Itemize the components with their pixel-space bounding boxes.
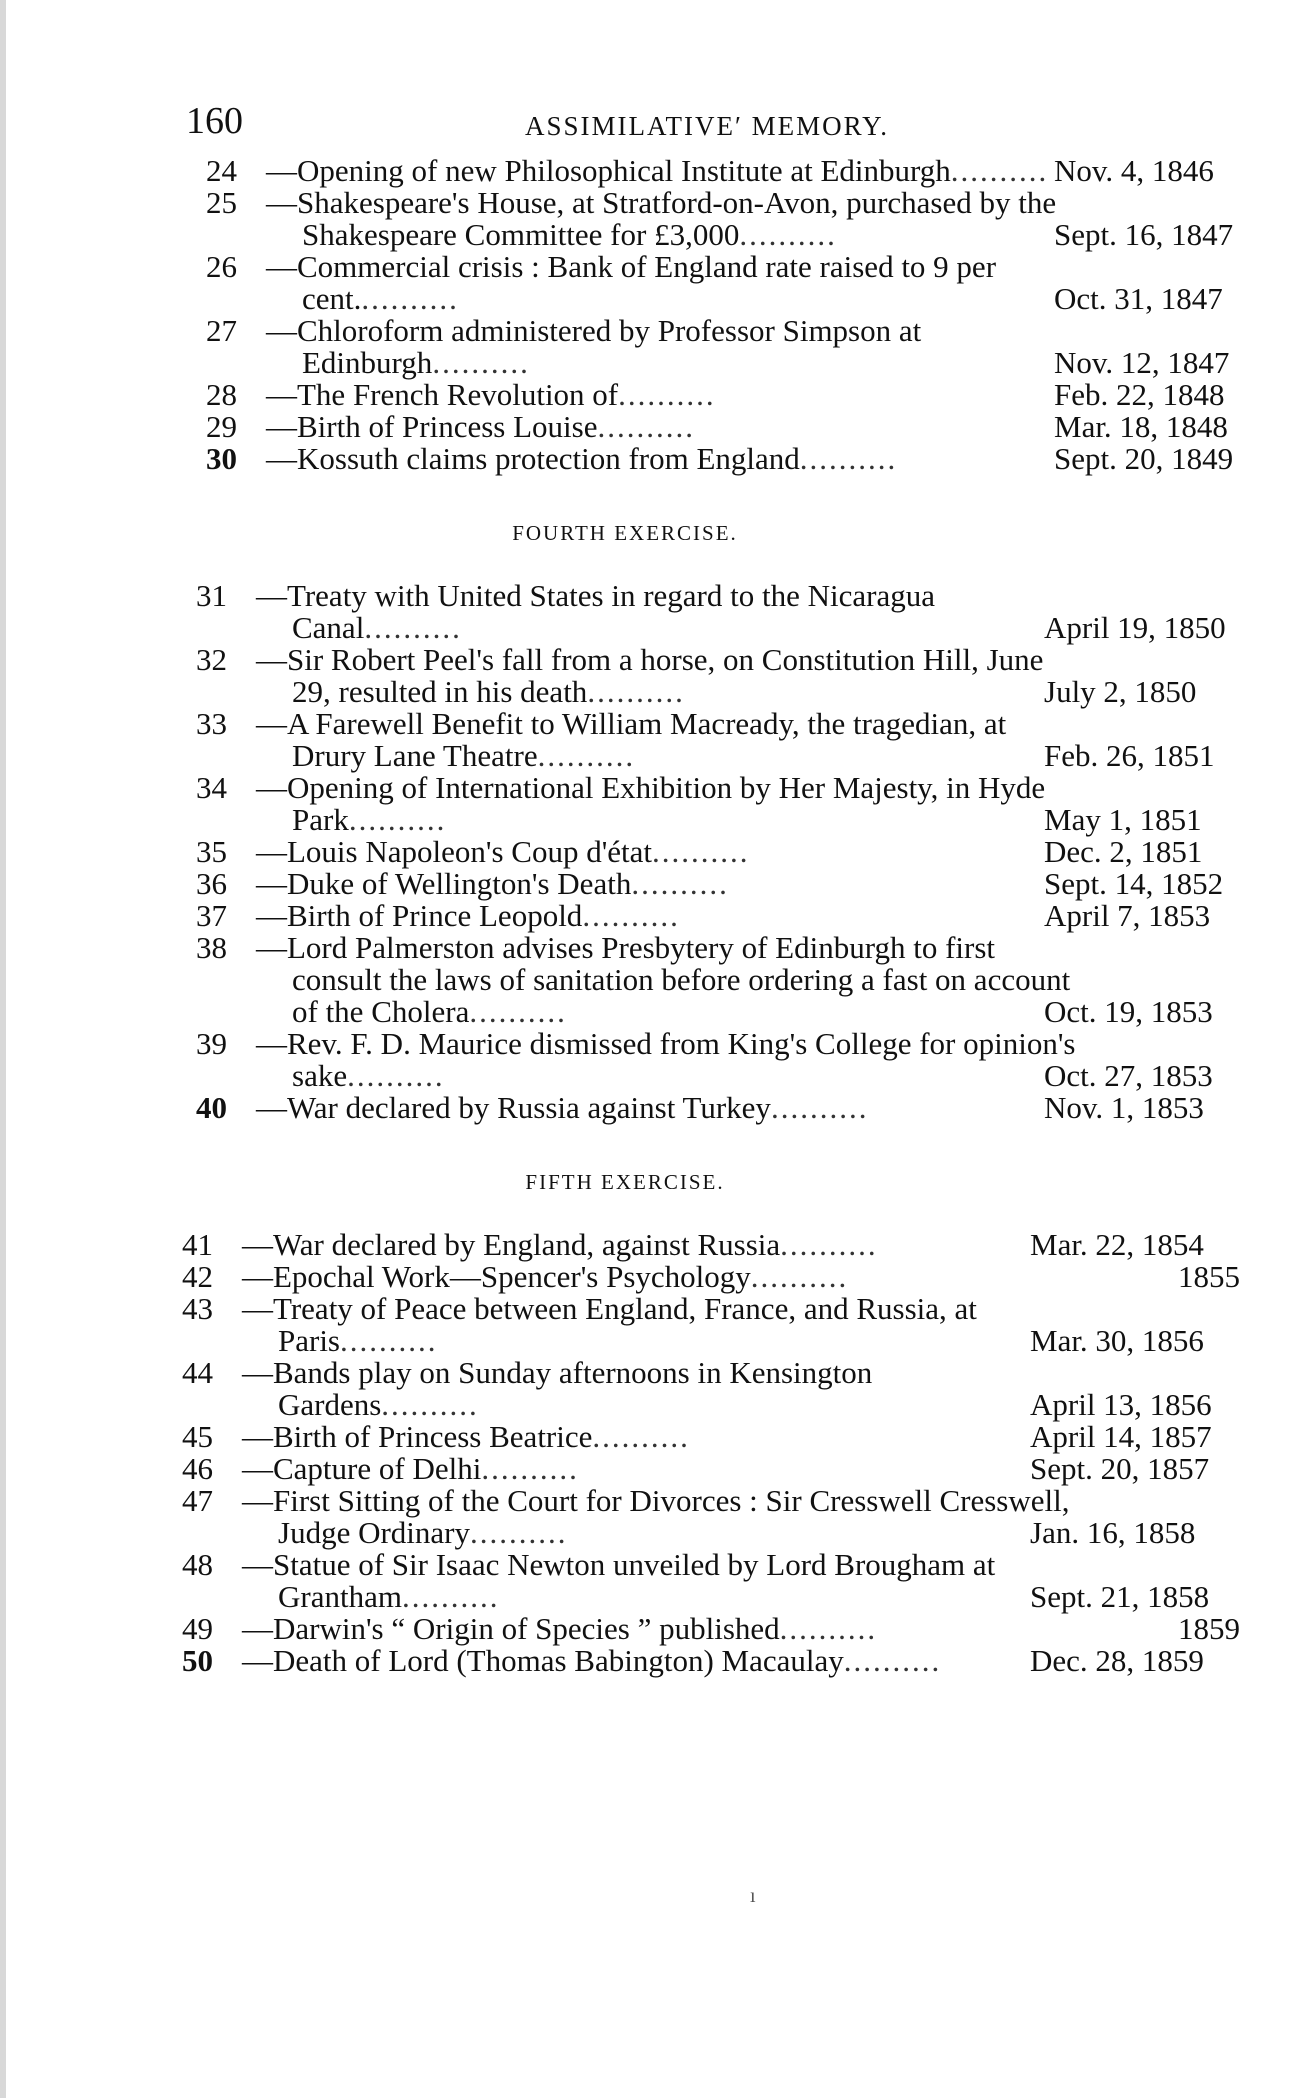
entry-dash: — <box>256 898 287 933</box>
leader-dots: .......... <box>347 1058 445 1093</box>
entry-dash: — <box>242 1259 273 1294</box>
entry-number: 43 <box>182 1291 213 1326</box>
entry-date: Mar. 30, 1856 <box>1030 1323 1204 1358</box>
entry-description: Rev. F. D. Maurice dismissed from King's College for opinion's sake <box>287 1026 1076 1093</box>
entry-description: Birth of Prince Leopold <box>287 898 583 933</box>
entry-number: 28 <box>206 377 237 412</box>
chronology-entry <box>196 772 1276 836</box>
chronology-entry <box>206 155 1286 187</box>
entry-dash: — <box>242 1643 273 1678</box>
entry-date: April 14, 1857 <box>1030 1419 1212 1454</box>
entry-date: Dec. 28, 1859 <box>1030 1643 1204 1678</box>
entry-text-block <box>196 836 1087 868</box>
section-title: FOURTH EXERCISE. <box>512 521 738 545</box>
leader-dots: .......... <box>631 866 729 901</box>
leader-dots: .......... <box>582 898 680 933</box>
entry-date: Mar. 22, 1854 <box>1030 1227 1204 1262</box>
leader-dots: .......... <box>361 281 459 316</box>
entry-dash: — <box>242 1547 273 1582</box>
entry-description: First Sitting of the Court for Divorces : Sir Cresswell Cresswell, Judge Ordinary <box>273 1483 1070 1550</box>
chronology-entry <box>182 1645 1262 1677</box>
entry-text-block <box>206 315 1097 379</box>
chronology-entry <box>182 1485 1262 1549</box>
leader-dots: .......... <box>481 1451 579 1486</box>
entry-description: A Farewell Benefit to William Macready, the tragedian, at Drury Lane Theatre <box>287 706 1007 773</box>
entry-date: April 7, 1853 <box>1044 898 1211 933</box>
entry-description: Lord Palmerston advises Presbytery of Edinburgh to first consult the laws of sanitation before ordering a fast on account of the Cholera <box>287 930 1071 1029</box>
entry-description: Darwin's “ Origin of Species ” published <box>273 1611 780 1646</box>
entry-number: 26 <box>206 249 237 284</box>
entry-text-block <box>206 251 1097 315</box>
entry-number: 39 <box>196 1026 227 1061</box>
entry-number: 48 <box>182 1547 213 1582</box>
entry-text-block <box>196 900 1087 932</box>
entry-description: Death of Lord (Thomas Babington) Macaulay <box>273 1643 844 1678</box>
leader-dots: .......... <box>770 1090 869 1125</box>
entry-text-block <box>206 379 1097 411</box>
entry-dash: — <box>256 770 287 805</box>
entry-number: 44 <box>182 1355 213 1390</box>
entry-number: 50 <box>182 1643 213 1678</box>
entry-date: Sept. 20, 1857 <box>1030 1451 1210 1486</box>
chronology-entry <box>182 1261 1262 1293</box>
leader-dots: .......... <box>652 834 750 869</box>
entry-text-block <box>182 1357 1073 1421</box>
entry-number: 32 <box>196 642 227 677</box>
entry-date: Dec. 2, 1851 <box>1044 834 1203 869</box>
chronology-entry <box>182 1229 1262 1261</box>
chronology-entry <box>182 1549 1262 1613</box>
entry-dash: — <box>266 377 297 412</box>
entry-text-block <box>196 1028 1087 1092</box>
entry-date: Sept. 16, 1847 <box>1054 217 1234 252</box>
chronology-entry <box>206 187 1286 251</box>
entry-description: War declared by Russia against Turkey <box>287 1090 771 1125</box>
entry-date: Feb. 26, 1851 <box>1044 738 1215 773</box>
entry-dash: — <box>256 834 287 869</box>
entry-date: Oct. 27, 1853 <box>1044 1058 1213 1093</box>
entry-dash: — <box>266 409 297 444</box>
entry-date: Nov. 1, 1853 <box>1044 1090 1204 1125</box>
entry-description: Chloroform administered by Professor Simpson at Edinburgh <box>297 313 922 380</box>
entry-description: Birth of Princess Louise <box>297 409 598 444</box>
chronology-entry <box>206 443 1286 475</box>
entry-description: The French Revolution of <box>297 377 619 412</box>
entry-description: Bands play on Sunday afternoons in Kensington Gardens <box>273 1355 873 1422</box>
entry-text-block <box>196 772 1087 836</box>
entry-text-block <box>196 868 1087 900</box>
entry-description: Kossuth claims protection from England <box>297 441 800 476</box>
entry-description: Commercial crisis : Bank of England rate raised to 9 per cent. <box>297 249 997 316</box>
section-3 <box>170 1170 1250 1677</box>
entry-text-block <box>196 580 1087 644</box>
entry-dash: — <box>256 642 287 677</box>
entry-text-block <box>182 1421 1073 1453</box>
book-page <box>170 95 1250 1677</box>
entry-date: Sept. 21, 1858 <box>1030 1579 1210 1614</box>
entry-date: Jan. 16, 1858 <box>1030 1515 1196 1550</box>
entry-number: 47 <box>182 1483 213 1518</box>
leader-dots: .......... <box>750 1259 849 1294</box>
chronology-entry <box>182 1421 1262 1453</box>
entry-text-block <box>196 644 1087 708</box>
entry-description: Treaty of Peace between England, France, and Russia, at Paris <box>273 1291 977 1358</box>
entry-description: Sir Robert Peel's fall from a horse, on Constitution Hill, June 29, resulted in his death <box>287 642 1044 709</box>
leader-dots: .......... <box>950 153 1049 188</box>
entry-dash: — <box>256 706 287 741</box>
leader-dots: .......... <box>432 345 530 380</box>
entry-number: 33 <box>196 706 227 741</box>
leader-dots: .......... <box>340 1323 438 1358</box>
entry-description: Birth of Princess Beatrice <box>273 1419 593 1454</box>
entry-dash: — <box>256 1090 287 1125</box>
entry-text-block <box>206 411 1097 443</box>
entry-date: May 1, 1851 <box>1044 802 1202 837</box>
entry-number: 42 <box>182 1259 213 1294</box>
chronology-entry <box>196 900 1276 932</box>
entry-text-block <box>182 1613 1073 1645</box>
chronology-entry <box>196 580 1276 644</box>
leader-dots: .......... <box>401 1579 500 1614</box>
chronology-entry <box>206 379 1286 411</box>
leader-dots: .......... <box>779 1611 878 1646</box>
entry-dash: — <box>266 313 297 348</box>
running-head: ASSIMILATIVE′ MEMORY. <box>525 111 889 141</box>
entry-number: 29 <box>206 409 237 444</box>
entry-text-block <box>182 1453 1073 1485</box>
entry-date: April 13, 1856 <box>1030 1387 1212 1422</box>
entry-dash: — <box>266 441 297 476</box>
entry-number: 30 <box>206 441 237 476</box>
entry-dash: — <box>242 1291 273 1326</box>
entry-text-block <box>196 1092 1087 1124</box>
entry-dash: — <box>266 185 297 220</box>
entry-number: 36 <box>196 866 227 901</box>
chronology-entry <box>196 708 1276 772</box>
entry-description: Shakespeare's House, at Stratford-on-Avon, purchased by the Shakespeare Committee for £3,000 <box>297 185 1057 252</box>
section-2 <box>170 521 1250 1124</box>
page-number: 160 <box>186 100 243 142</box>
entry-number: 45 <box>182 1419 213 1454</box>
chronology-entry <box>196 836 1276 868</box>
entry-dash: — <box>242 1483 273 1518</box>
entry-dash: — <box>256 1026 287 1061</box>
entry-number: 31 <box>196 578 227 613</box>
entry-dash: — <box>266 153 297 188</box>
leader-dots: .......... <box>843 1643 942 1678</box>
entry-text-block <box>182 1293 1073 1357</box>
entry-dash: — <box>242 1451 273 1486</box>
entry-text-block <box>182 1229 1073 1261</box>
entry-dash: — <box>242 1611 273 1646</box>
entry-number: 38 <box>196 930 227 965</box>
chronology-entry <box>206 251 1286 315</box>
entry-number: 41 <box>182 1227 213 1262</box>
entry-number: 27 <box>206 313 237 348</box>
chronology-entry <box>182 1357 1262 1421</box>
leader-dots: .......... <box>597 409 695 444</box>
chronology-entry <box>196 1092 1276 1124</box>
chronology-entry <box>206 411 1286 443</box>
entry-dash: — <box>266 249 297 284</box>
entry-date: Nov. 12, 1847 <box>1054 345 1230 380</box>
entry-date: Feb. 22, 1848 <box>1054 377 1225 412</box>
entry-text-block <box>206 187 1097 251</box>
chronology-entry <box>182 1293 1262 1357</box>
entry-date: 1859 <box>1178 1611 1240 1646</box>
entry-date: Mar. 18, 1848 <box>1054 409 1228 444</box>
leader-dots: .......... <box>780 1227 878 1262</box>
entry-text-block <box>196 708 1087 772</box>
entry-number: 46 <box>182 1451 213 1486</box>
entry-number: 24 <box>206 153 237 188</box>
chronology-entry <box>196 1028 1276 1092</box>
leader-dots: .......... <box>469 1515 568 1550</box>
entry-text-block <box>196 932 1087 1028</box>
entry-date: Oct. 19, 1853 <box>1044 994 1213 1029</box>
entry-description: Capture of Delhi <box>273 1451 482 1486</box>
page-edge-shadow <box>0 0 6 2098</box>
entry-date: Sept. 20, 1849 <box>1054 441 1234 476</box>
entry-description: Duke of Wellington's Death <box>287 866 632 901</box>
leader-dots: .......... <box>587 674 685 709</box>
entry-date: Nov. 4, 1846 <box>1054 153 1214 188</box>
page-header <box>170 95 1250 155</box>
entry-number: 49 <box>182 1611 213 1646</box>
entry-text-block <box>182 1485 1073 1549</box>
footer-mark: ı <box>750 1885 756 1907</box>
leader-dots: .......... <box>618 377 716 412</box>
entry-number: 40 <box>196 1090 227 1125</box>
entry-text-block <box>206 155 1097 187</box>
chronology-entry <box>182 1613 1262 1645</box>
entry-number: 34 <box>196 770 227 805</box>
section-title: FIFTH EXERCISE. <box>525 1170 725 1194</box>
leader-dots: .......... <box>592 1419 690 1454</box>
entry-date: Oct. 31, 1847 <box>1054 281 1223 316</box>
entry-description: Epochal Work—Spencer's Psychology <box>273 1259 751 1294</box>
entry-date: April 19, 1850 <box>1044 610 1226 645</box>
entry-dash: — <box>242 1355 273 1390</box>
chronology-list <box>170 155 1250 1677</box>
leader-dots: .......... <box>537 738 636 773</box>
entry-dash: — <box>242 1227 273 1262</box>
leader-dots: .......... <box>348 802 447 837</box>
leader-dots: .......... <box>469 994 567 1029</box>
leader-dots: .......... <box>799 441 898 476</box>
entry-text-block <box>182 1261 1073 1293</box>
entry-description: Treaty with United States in regard to the Nicaragua Canal <box>287 578 935 645</box>
entry-number: 35 <box>196 834 227 869</box>
entry-description: Opening of new Philosophical Institute at Edinburgh <box>297 153 951 188</box>
leader-dots: .......... <box>381 1387 479 1422</box>
entry-dash: — <box>256 578 287 613</box>
entry-dash: — <box>256 930 287 965</box>
chronology-entry <box>196 644 1276 708</box>
entry-description: Statue of Sir Isaac Newton unveiled by Lord Brougham at Grantham <box>273 1547 996 1614</box>
chronology-entry <box>182 1453 1262 1485</box>
leader-dots: .......... <box>739 217 837 252</box>
entry-description: War declared by England, against Russia <box>273 1227 781 1262</box>
entry-number: 25 <box>206 185 237 220</box>
entry-date: Sept. 14, 1852 <box>1044 866 1224 901</box>
entry-date: 1855 <box>1178 1259 1240 1294</box>
chronology-entry <box>196 868 1276 900</box>
entry-dash: — <box>256 866 287 901</box>
entry-dash: — <box>242 1419 273 1454</box>
entry-date: July 2, 1850 <box>1044 674 1197 709</box>
entry-number: 37 <box>196 898 227 933</box>
entry-text-block <box>206 443 1097 475</box>
entry-text-block <box>182 1549 1073 1613</box>
entry-text-block <box>182 1645 1073 1677</box>
leader-dots: .......... <box>364 610 462 645</box>
chronology-entry <box>206 315 1286 379</box>
entry-description: Opening of International Exhibition by Her Majesty, in Hyde Park <box>287 770 1046 837</box>
entry-description: Louis Napoleon's Coup d'état <box>287 834 653 869</box>
chronology-entry <box>196 932 1276 1028</box>
section-1 <box>170 155 1250 475</box>
